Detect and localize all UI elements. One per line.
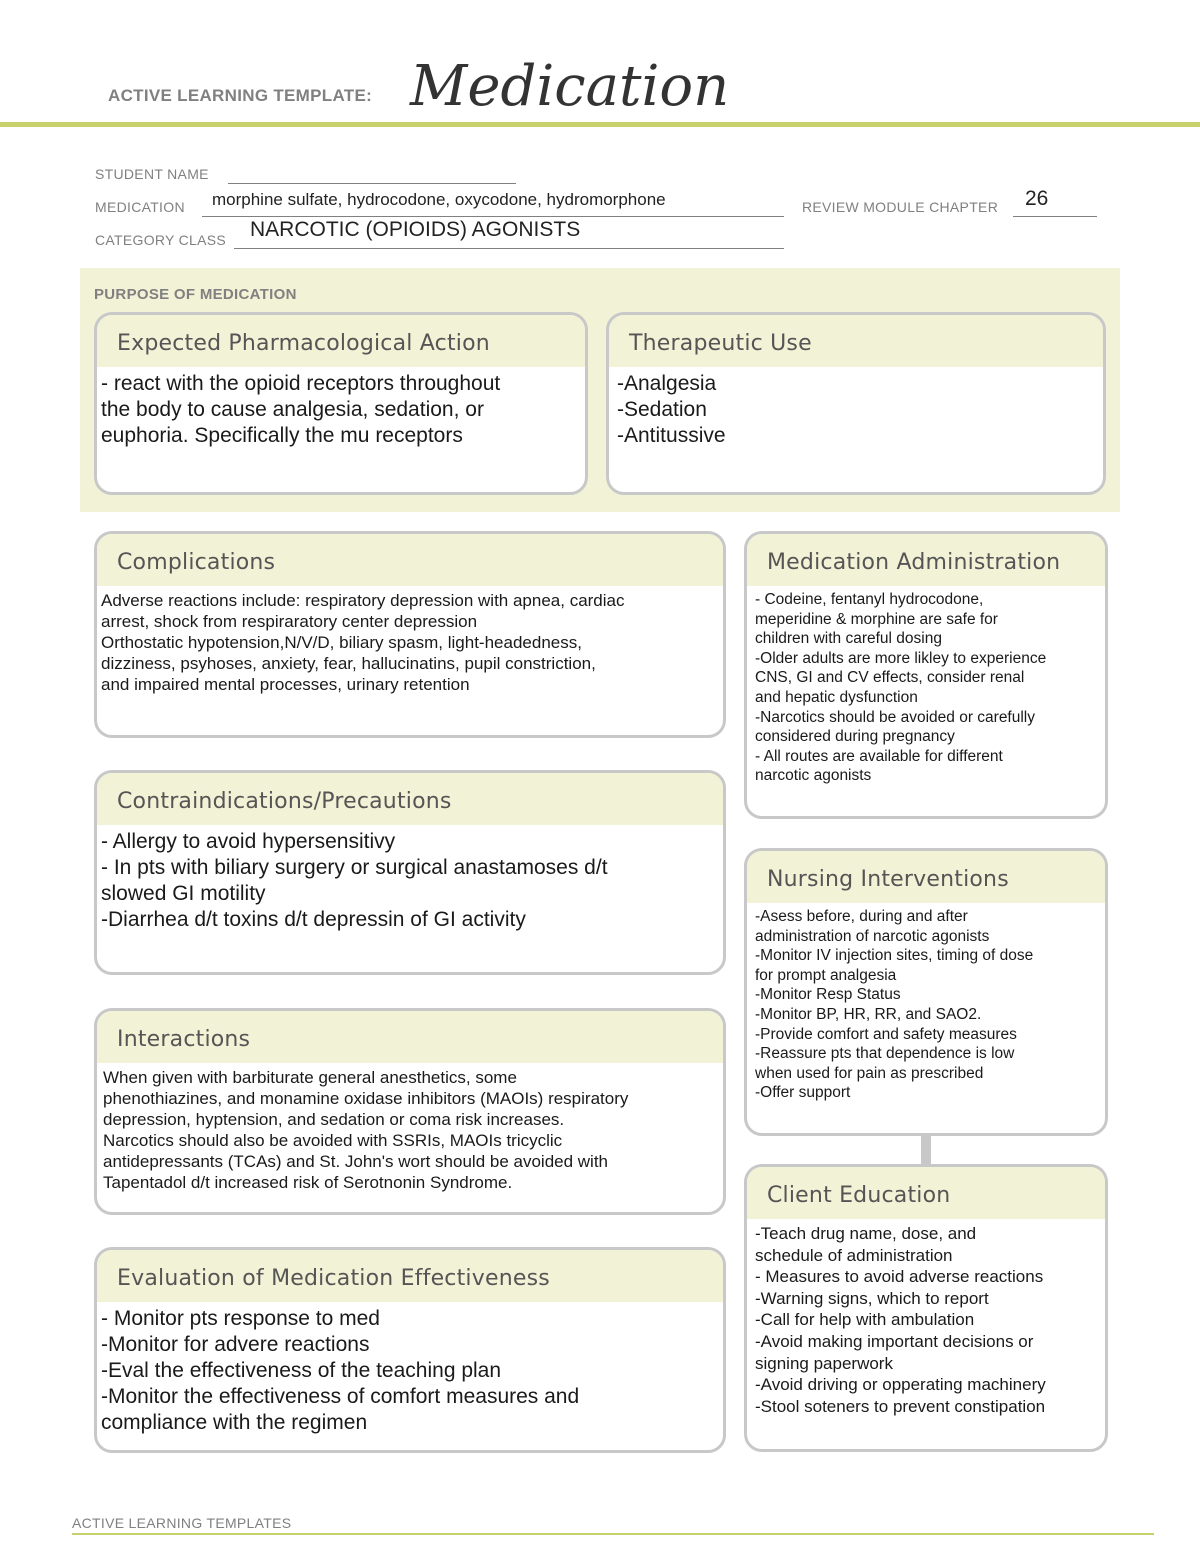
complications-box	[94, 531, 726, 738]
contraindications-title: Contraindications/Precautions	[97, 773, 723, 825]
medication-label: MEDICATION	[95, 199, 185, 215]
client-education-box	[744, 1164, 1108, 1452]
expected-action-box	[94, 312, 588, 495]
medication-administration-title: Medication Administration	[747, 534, 1105, 586]
therapeutic-use-box	[606, 312, 1106, 495]
review-module-value: 26	[1025, 187, 1049, 210]
category-class-field[interactable]	[234, 218, 784, 249]
medication-administration-text[interactable]: - Codeine, fentanyl hydrocodone, meperidine & morphine are safe for children with careful dosing -Older adults are more likley to experience CNS, GI and CV effects, consider renal and hepatic dysfunction -Narcotics should be avoided or carefully considered during pregnancy - All routes are available for different narcotic agonists	[755, 591, 1047, 785]
client-education-text[interactable]: -Teach drug name, dose, and schedule of administration - Measures to avoid adverse reactions -Warning signs, which to report -Call for help with ambulation -Avoid making important decisions or signing paperwork -Avoid driving or opperating machinery -Stool soteners to prevent constipation	[755, 1224, 1046, 1416]
review-module-field[interactable]	[1013, 187, 1097, 217]
evaluation-text[interactable]: - Monitor pts response to med -Monitor for advere reactions -Eval the effectiveness of the teaching plan -Monitor the effectiveness of comfort measures and compliance with the regimen	[101, 1307, 580, 1434]
contraindications-text[interactable]: - Allergy to avoid hypersensitivy - In pts with biliary surgery or surgical anastamoses d/t slowed GI motility -Diarrhea d/t toxins d/t depressin of GI activity	[101, 830, 608, 931]
evaluation-title: Evaluation of Medication Effectiveness	[97, 1250, 723, 1302]
expected-action-title: Expected Pharmacological Action	[97, 315, 585, 367]
student-name-field[interactable]	[228, 165, 516, 184]
interactions-box	[94, 1008, 726, 1215]
medication-field[interactable]	[202, 190, 784, 217]
category-class-value: NARCOTIC (OPIOIDS) AGONISTS	[250, 218, 581, 241]
client-education-title: Client Education	[747, 1167, 1105, 1219]
therapeutic-use-text[interactable]: -Analgesia -Sedation -Antitussive	[617, 372, 726, 447]
footer-label: ACTIVE LEARNING TEMPLATES	[72, 1515, 292, 1531]
header-rule	[0, 122, 1200, 127]
template-label: ACTIVE LEARNING TEMPLATE:	[108, 86, 373, 105]
complications-title: Complications	[97, 534, 723, 586]
medication-value: morphine sulfate, hydrocodone, oxycodone, hydromorphone	[212, 190, 666, 209]
complications-text[interactable]: Adverse reactions include: respiratory depression with apnea, cardiac arrest, shock from respiraratory center depression Orthostatic hypotension,N/V/D, biliary spasm, light-headedness, dizziness, psyhoses, anxiety, fear, hallucinatins, pupil constriction, and impaired mental processes, urinary retention	[101, 591, 625, 694]
nursing-interventions-title: Nursing Interventions	[747, 851, 1105, 903]
contraindications-box	[94, 770, 726, 975]
nursing-interventions-box	[744, 848, 1108, 1136]
student-name-label: STUDENT NAME	[95, 166, 209, 182]
box-connector	[921, 1133, 931, 1167]
category-class-label: CATEGORY CLASS	[95, 232, 227, 248]
interactions-text[interactable]: When given with barbiturate general anesthetics, some phenothiazines, and monamine oxidase inhibitors (MAOIs) respiratory depression, hyptension, and sedation or coma risk increases. Narcotics should also be avoided with SSRIs, MAOIs tricyclic antidepressants (TCAs) and St. John's wort should be avoided with Tapentadol d/t increased risk of Serotnonin Syndrome.	[103, 1068, 629, 1192]
footer-rule	[72, 1533, 1154, 1535]
purpose-title: PURPOSE OF MEDICATION	[94, 286, 297, 303]
evaluation-box	[94, 1247, 726, 1453]
medication-administration-box	[744, 531, 1108, 819]
expected-action-text[interactable]: - react with the opioid receptors throughout the body to cause analgesia, sedation, or euphoria. Specifically the mu receptors	[101, 372, 501, 447]
review-module-label: REVIEW MODULE CHAPTER	[802, 199, 999, 215]
interactions-title: Interactions	[97, 1011, 723, 1063]
therapeutic-use-title: Therapeutic Use	[609, 315, 1103, 367]
page-title: Medication	[410, 54, 730, 119]
nursing-interventions-text[interactable]: -Asess before, during and after administration of narcotic agonists -Monitor IV injection sites, timing of dose for prompt analgesia -Monitor Resp Status -Monitor BP, HR, RR, and SAO2. -Provide comfort and safety measures -Reassure pts that dependence is low when used for pain as prescribed -Offer support	[755, 908, 1034, 1102]
